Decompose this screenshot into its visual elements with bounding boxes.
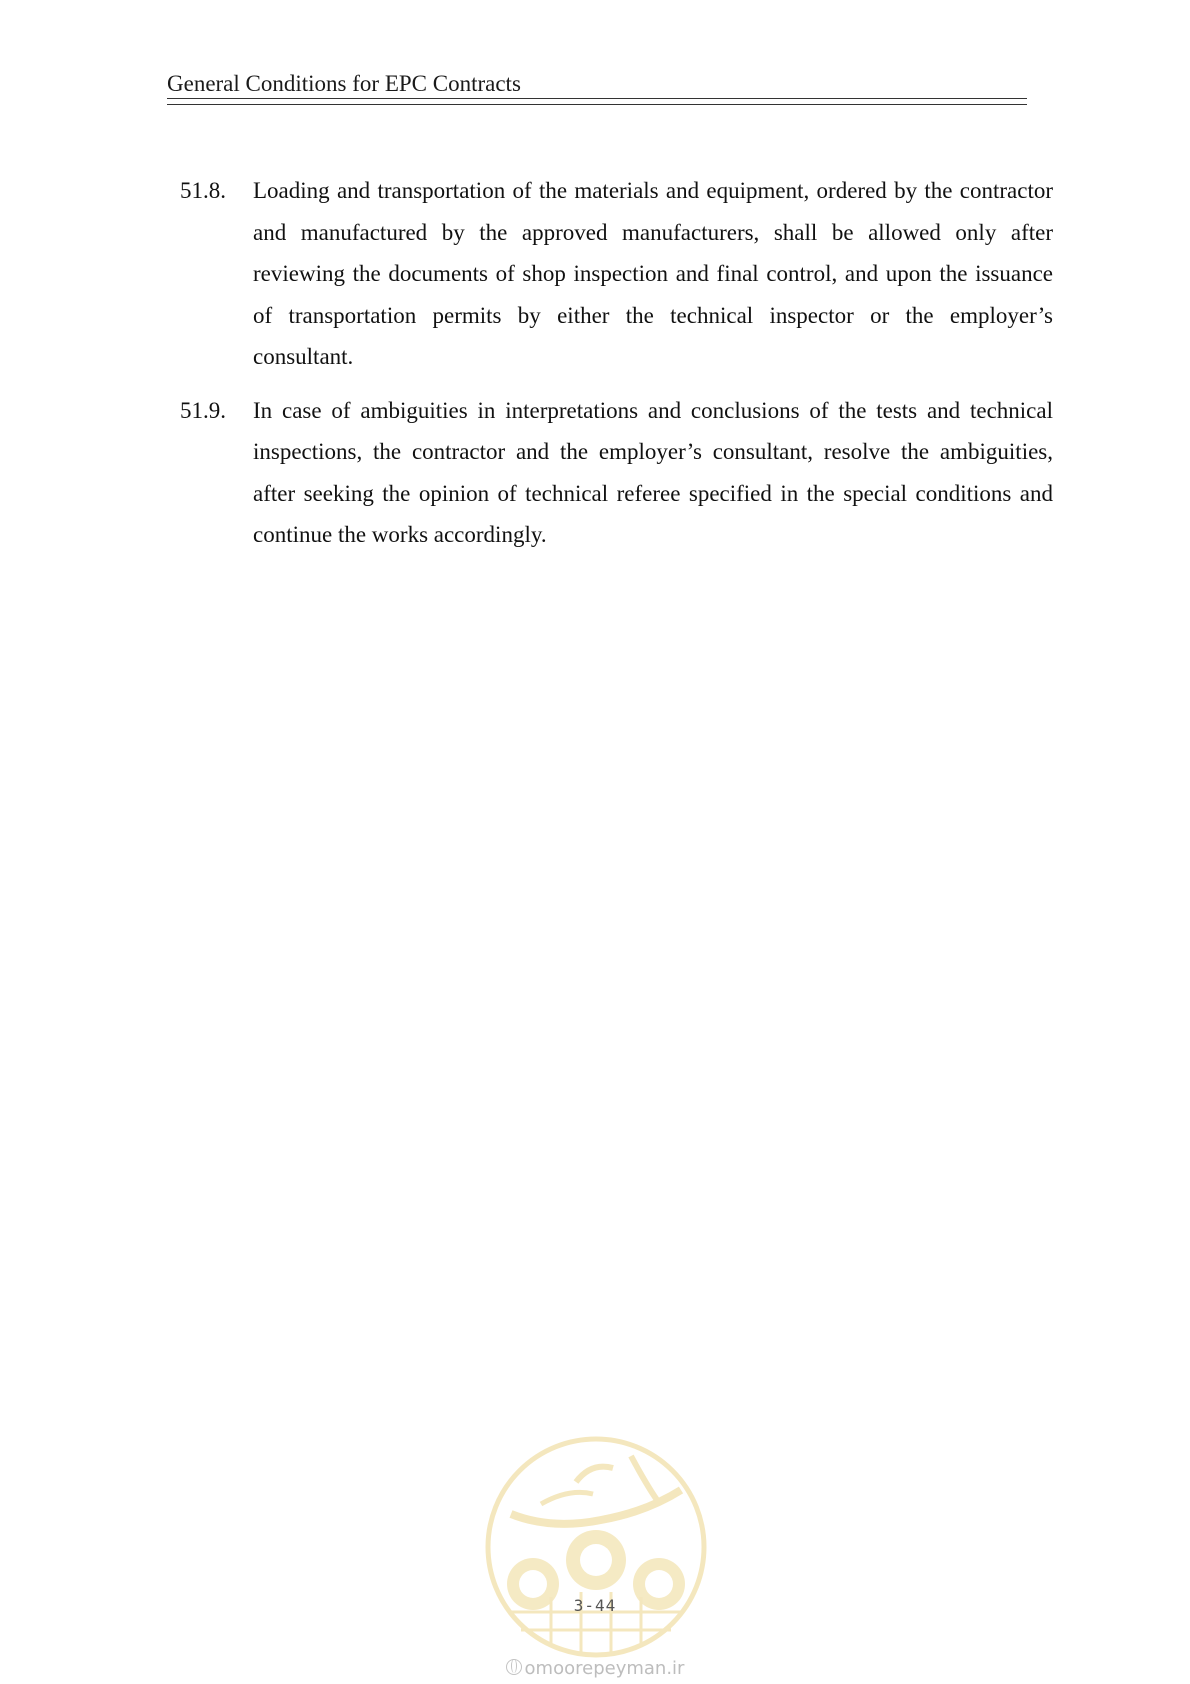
clause-number: 51.8. xyxy=(180,178,226,203)
clause-51-9 xyxy=(180,390,1053,556)
clause-51-8 xyxy=(180,170,1053,378)
watermark-url xyxy=(0,1658,1190,1679)
clause-text: In case of ambiguities in interpretations and conclusions of the tests and technical inspections, the contractor and the employer’s consultant, resolve the ambiguities, after seeking the opinion of technical referee specified in the special conditions and continue the works accordingly. xyxy=(253,397,1053,547)
page-number: 3-44 xyxy=(573,1596,617,1615)
clause-number: 51.9. xyxy=(180,397,226,423)
header-double-rule xyxy=(167,98,1027,105)
watermark-logo-icon xyxy=(481,1432,711,1662)
page-header-title: General Conditions for EPC Contracts xyxy=(167,71,521,96)
clause-text: Loading and transportation of the materials and equipment, ordered by the contractor and manufactured by the approved manufacturers, shall be allowed only after reviewing the documents of shop inspection and final control, and upon the issuance of transportation permits by either the technical inspector or the employer’s consultant. xyxy=(253,178,1053,369)
clause-list xyxy=(180,170,1053,568)
globe-icon xyxy=(506,1659,522,1675)
watermark-url-text: omoorepeyman.ir xyxy=(524,1658,685,1679)
